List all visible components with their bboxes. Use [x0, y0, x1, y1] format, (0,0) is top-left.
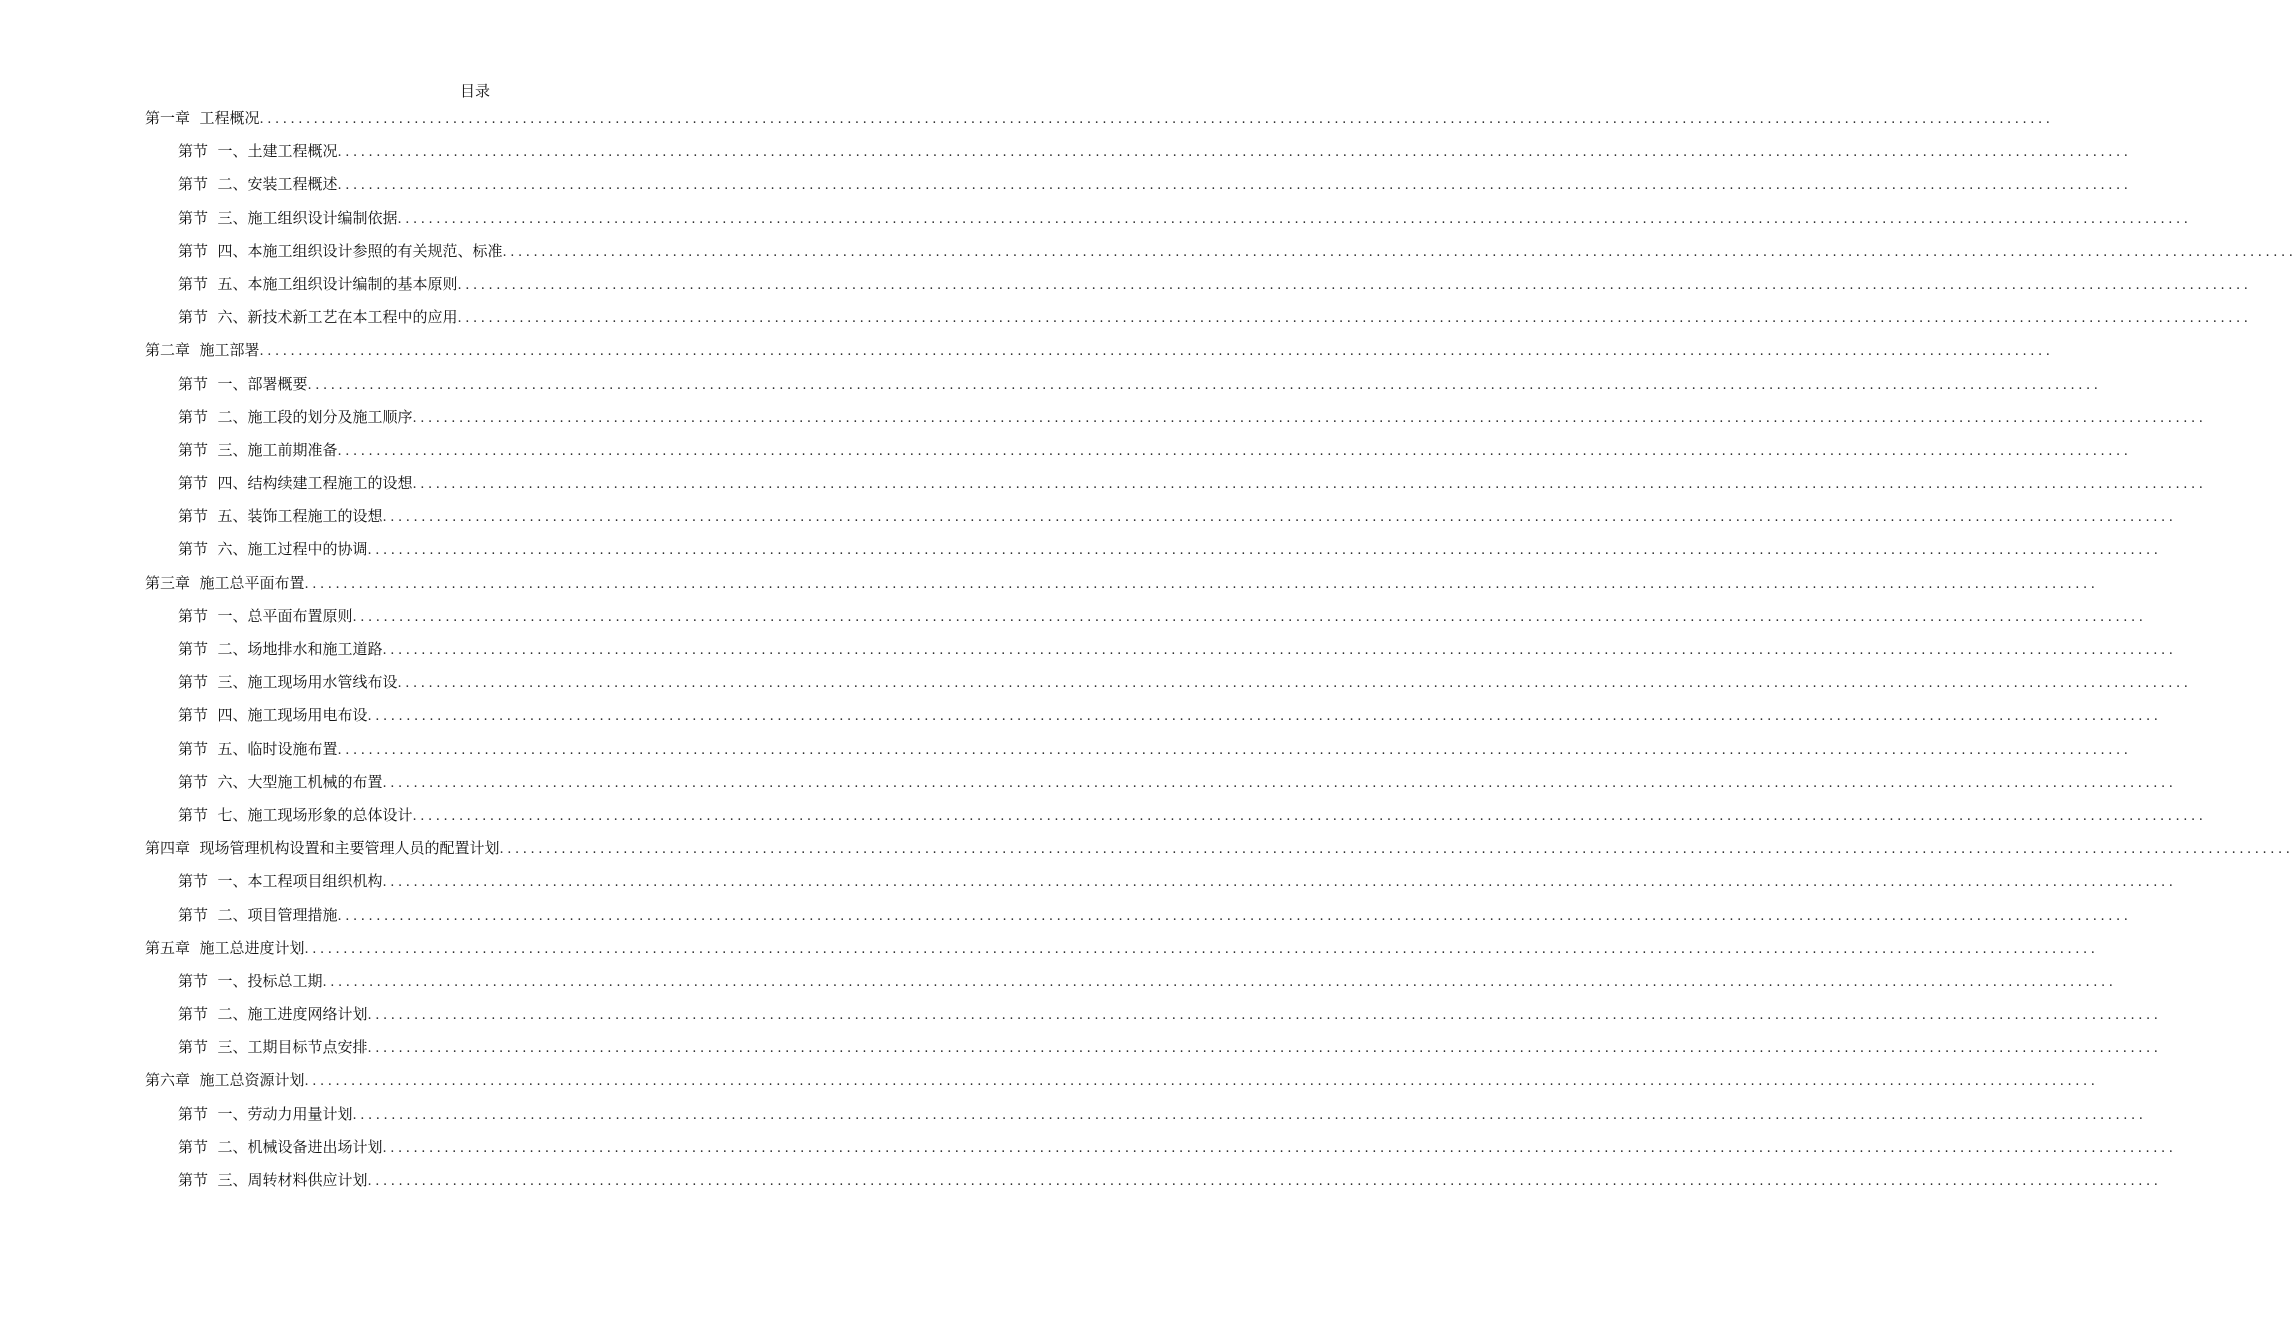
- toc-chapter-entry[interactable]: [145, 936, 2099, 969]
- toc-entry-label: 第节 二、场地排水和施工道路: [178, 640, 383, 658]
- toc-section-entry[interactable]: [145, 770, 2177, 803]
- toc-dot-leader: ........................................................................................................................................................................................................................................: [322, 974, 2117, 990]
- toc-section-entry[interactable]: [145, 737, 2132, 770]
- toc-entry-label: 第节 三、施工前期准备: [178, 440, 338, 459]
- toc-dot-leader: ........................................................................................................................................................................................................................................: [382, 775, 2177, 791]
- toc-chapter-entry[interactable]: [145, 106, 2054, 139]
- toc-section-entry[interactable]: [145, 1035, 2162, 1068]
- toc-entry-label: 第节 二、项目管理措施: [178, 905, 338, 924]
- toc-chapter-entry[interactable]: [145, 338, 2054, 371]
- toc-section-entry[interactable]: [145, 1135, 2177, 1168]
- toc-section-entry[interactable]: [145, 239, 2296, 272]
- toc-entry-label: 第六章 施工总资源计划: [145, 1071, 305, 1090]
- toc-section-entry[interactable]: [145, 537, 2162, 570]
- toc-entry-label: 第节 五、本施工组织设计编制的基本原则: [178, 274, 458, 293]
- toc-section-entry[interactable]: [145, 471, 2207, 504]
- toc-chapter-entry[interactable]: [145, 571, 2099, 604]
- toc-dot-leader: ........................................................................................................................................................................................................................................: [352, 1107, 2147, 1123]
- toc-dot-leader: ........................................................................................................................................................................................................................................: [382, 1140, 2177, 1156]
- toc-section-entry[interactable]: [145, 206, 2192, 239]
- toc-entry-label: 第节 一、本工程项目组织机构: [178, 872, 383, 891]
- toc-entry-label: 第节 一、部署概要: [178, 374, 308, 393]
- toc-dot-leader: ........................................................................................................................................................................................................................................: [382, 875, 2177, 891]
- toc-dot-leader: ........................................................................................................................................................................................................................................: [367, 1008, 2162, 1024]
- toc-section-entry[interactable]: [145, 903, 2132, 936]
- toc-section-entry[interactable]: [145, 1102, 2147, 1135]
- toc-entry-label: 第节 二、机械设备进出场计划: [178, 1137, 383, 1156]
- toc-section-entry[interactable]: [145, 438, 2132, 471]
- toc-dot-leader: ........................................................................................................................................................................................................................................: [304, 1074, 2099, 1090]
- toc-dot-leader: ........................................................................................................................................................................................................................................: [412, 808, 2207, 824]
- toc-dot-leader: ........................................................................................................................................................................................................................................: [382, 643, 2177, 658]
- toc-section-entry[interactable]: [145, 1002, 2162, 1035]
- toc-dot-leader: ........................................................................................................................................................................................................................................: [412, 410, 2207, 426]
- toc-entry-label: 第二章 施工部署: [145, 341, 260, 360]
- toc-dot-leader: ........................................................................................................................................................................................................................................: [367, 709, 2162, 725]
- toc-entry-label: 第五章 施工总进度计划: [145, 938, 305, 957]
- toc-section-entry[interactable]: [145, 670, 2192, 703]
- toc-entry-label: 第节 三、施工现场用水管线布设: [178, 673, 398, 692]
- toc-entry-label: 第四章 现场管理机构设置和主要管理人员的配置计划: [145, 839, 500, 858]
- toc-entry-label: 第节 一、土建工程概况: [178, 142, 338, 161]
- toc-section-entry[interactable]: [145, 703, 2162, 736]
- toc-entry-label: 第节 六、大型施工机械的布置: [178, 772, 383, 791]
- toc-entry-label: 第三章 施工总平面布置: [145, 573, 305, 592]
- toc-chapter-entry[interactable]: [145, 836, 2294, 869]
- toc-entry-label: 第节 四、施工现场用电布设: [178, 706, 368, 725]
- toc-entry-label: 第节 二、安装工程概述: [178, 175, 338, 194]
- toc-entry-label: 第一章 工程概况: [145, 109, 260, 127]
- toc-dot-leader: ........................................................................................................................................................................................................................................: [367, 1174, 2162, 1189]
- toc-section-entry[interactable]: [145, 172, 2132, 205]
- toc-entry-label: 第节 一、劳动力用量计划: [178, 1104, 353, 1123]
- toc-entry-label: 第节 六、新技术新工艺在本工程中的应用: [178, 308, 458, 327]
- toc-entry-label: 第节 七、施工现场形象的总体设计: [178, 805, 413, 824]
- toc-dot-leader: ........................................................................................................................................................................................................................................: [337, 908, 2132, 924]
- toc-section-entry[interactable]: [145, 139, 2132, 172]
- toc-dot-leader: ........................................................................................................................................................................................................................................: [367, 1041, 2162, 1057]
- toc-entry-label: 第节 三、工期目标节点安排: [178, 1038, 368, 1057]
- toc-dot-leader: ........................................................................................................................................................................................................................................: [259, 344, 2054, 360]
- toc-section-entry[interactable]: [145, 372, 2102, 405]
- toc-dot-leader: ........................................................................................................................................................................................................................................: [457, 311, 2252, 327]
- toc-dot-leader: ........................................................................................................................................................................................................................................: [457, 277, 2252, 293]
- toc-entry-label: 第节 四、结构续建工程施工的设想: [178, 474, 413, 493]
- toc-dot-leader: ........................................................................................................................................................................................................................................: [307, 377, 2102, 393]
- toc-dot-leader: ........................................................................................................................................................................................................................................: [304, 941, 2099, 957]
- toc-section-entry[interactable]: [145, 1168, 2162, 1201]
- toc-section-entry[interactable]: [145, 869, 2177, 902]
- toc-dot-leader: ........................................................................................................................................................................................................................................: [382, 510, 2177, 526]
- toc-entry-label: 第节 二、施工进度网络计划: [178, 1005, 368, 1024]
- toc-list: [145, 106, 2296, 1201]
- toc-section-entry[interactable]: [145, 272, 2252, 305]
- toc-dot-leader: ........................................................................................................................................................................................................................................: [304, 576, 2099, 592]
- toc-section-entry[interactable]: [145, 604, 2147, 637]
- toc-dot-leader: ........................................................................................................................................................................................................................................: [412, 477, 2207, 493]
- toc-dot-leader: ........................................................................................................................................................................................................................................: [499, 842, 2294, 858]
- toc-entry-label: 第节 六、施工过程中的协调: [178, 540, 368, 559]
- toc-entry-label: 第节 一、总平面布置原则: [178, 606, 353, 625]
- toc-dot-leader: ........................................................................................................................................................................................................................................: [397, 211, 2192, 227]
- toc-section-entry[interactable]: [145, 405, 2207, 438]
- toc-section-entry[interactable]: [145, 637, 2177, 670]
- toc-dot-leader: ........................................................................................................................................................................................................................................: [502, 244, 2296, 260]
- toc-dot-leader: ........................................................................................................................................................................................................................................: [352, 609, 2147, 625]
- toc-dot-leader: ........................................................................................................................................................................................................................................: [337, 145, 2132, 161]
- toc-dot-leader: ........................................................................................................................................................................................................................................: [337, 178, 2132, 194]
- toc-entry-label: 第节 二、施工段的划分及施工顺序: [178, 407, 413, 426]
- toc-dot-leader: ........................................................................................................................................................................................................................................: [337, 742, 2132, 758]
- toc-entry-label: 第节 五、装饰工程施工的设想: [178, 507, 383, 526]
- toc-section-entry[interactable]: [145, 803, 2207, 836]
- toc-dot-leader: ........................................................................................................................................................................................................................................: [397, 676, 2192, 692]
- toc-section-entry[interactable]: [145, 305, 2252, 338]
- toc-entry-label: 第节 五、临时设施布置: [178, 739, 338, 758]
- toc-section-entry[interactable]: [145, 504, 2177, 537]
- toc-entry-label: 第节 四、本施工组织设计参照的有关规范、标准: [178, 241, 503, 260]
- toc-dot-leader: ........................................................................................................................................................................................................................................: [337, 443, 2132, 459]
- toc-entry-label: 第节 一、投标总工期: [178, 971, 323, 990]
- toc-dot-leader: ........................................................................................................................................................................................................................................: [367, 543, 2162, 559]
- toc-section-entry[interactable]: [145, 969, 2117, 1002]
- toc-chapter-entry[interactable]: [145, 1068, 2099, 1101]
- toc-title: 目录: [459, 82, 490, 100]
- toc-entry-label: 第节 三、周转材料供应计划: [178, 1171, 368, 1189]
- toc-entry-label: 第节 三、施工组织设计编制依据: [178, 208, 398, 227]
- toc-dot-leader: ........................................................................................................................................................................................................................................: [259, 112, 2054, 127]
